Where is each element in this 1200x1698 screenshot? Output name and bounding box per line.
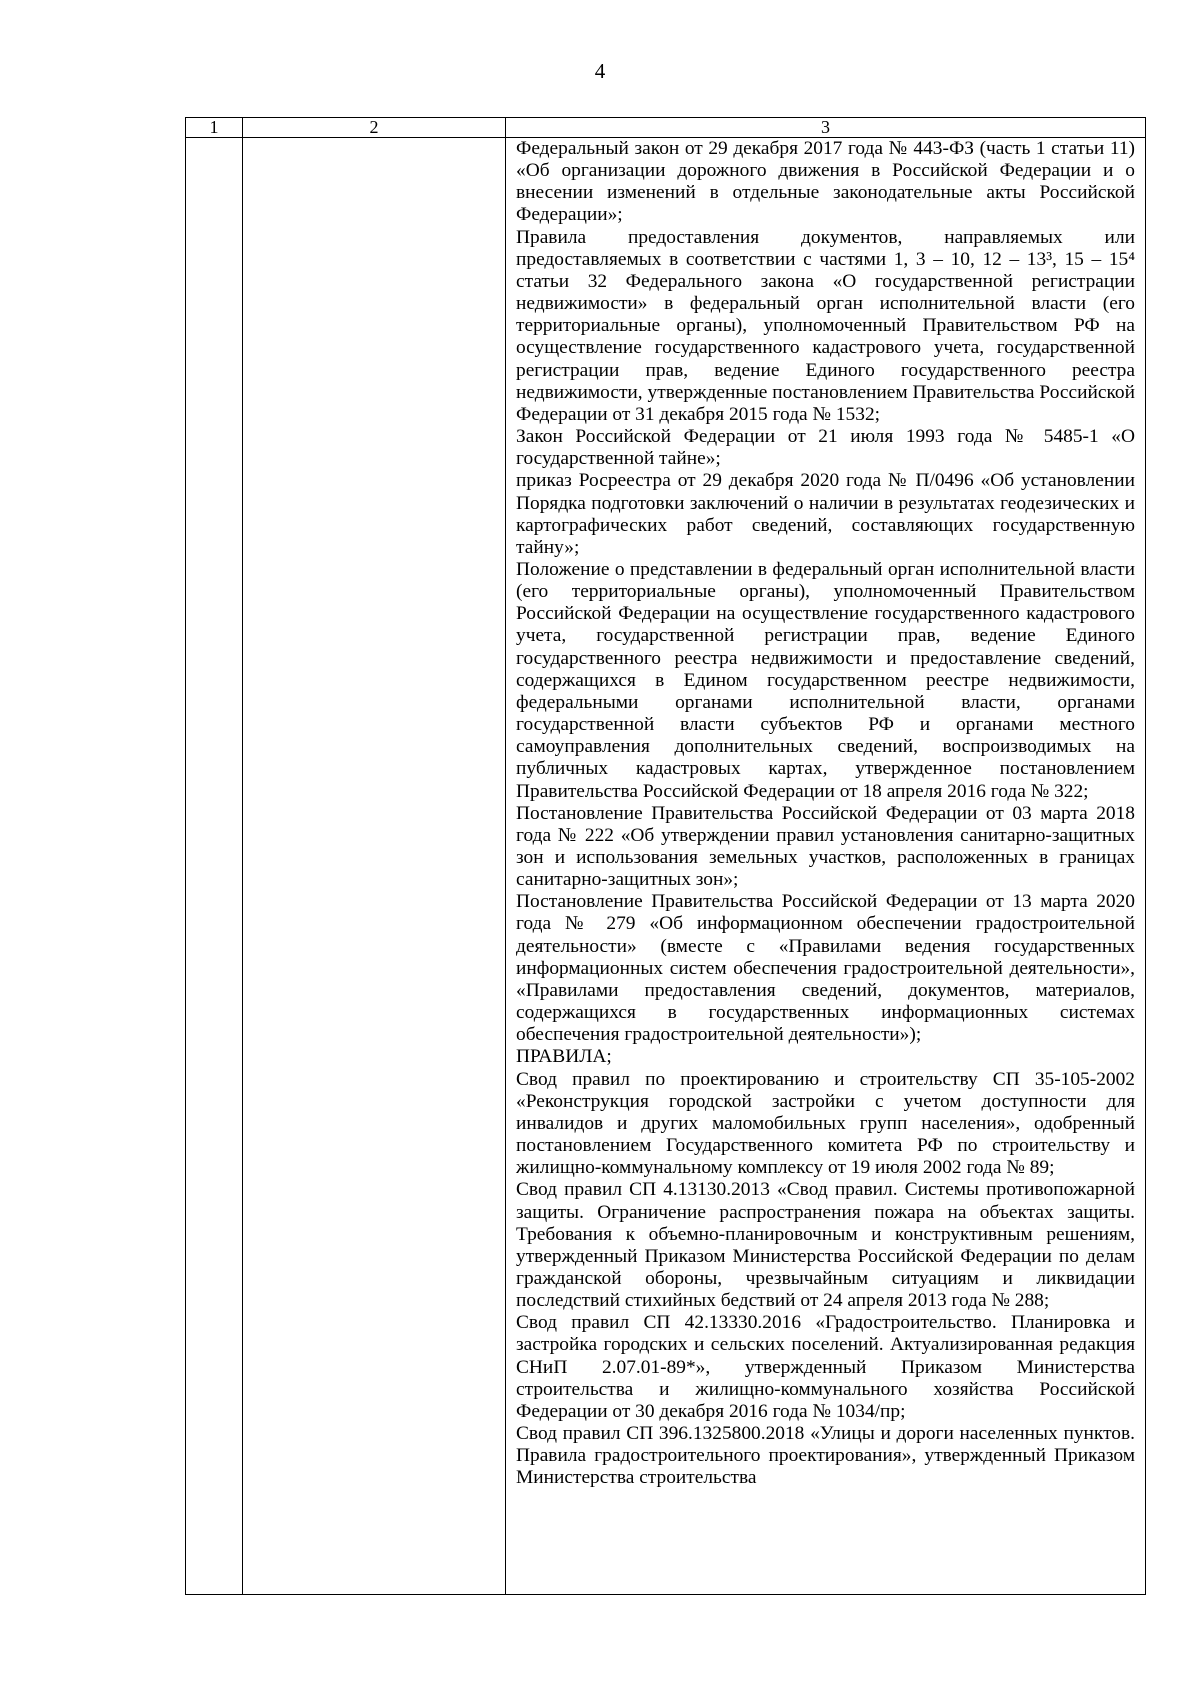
cell-column-2	[243, 138, 506, 1595]
paragraph-rules-documents: Правила предоставления документов, направляемых или предоставляемых в соответствии с частями 1, 3 – 10, 12 – 13³, 15 – 15⁴ статьи 32 Федерального закона «О государственной регистрации недвижимости» в федеральный орган исполнительной власти (его территориальные органы), уполномоченный Правительством РФ на осуществление государственного кадастрового учета, государственной регистрации прав, ведение Единого государственного реестра недвижимости, утвержденные постановлением Правительства Российской Федерации от 31 декабря 2015 года № 1532;	[516, 226, 1135, 425]
paragraph-sp-42-13330: Свод правил СП 42.13330.2016 «Градостроительство. Планировка и застройка городских и сельских поселений. Актуализированная редакция СНиП 2.07.01-89*», утвержденный Приказом Министерства строительства и жилищно-коммунального хозяйства Российской Федерации от 30 декабря 2016 года № 1034/пр;	[516, 1312, 1135, 1422]
paragraph-rosreestr-order: приказ Росреестра от 29 декабря 2020 года № П/0496 «Об установлении Порядка подготовки заключений о наличии в результатах геодезических и картографических работ сведений, составляющих государственную тайну»;	[516, 470, 1135, 558]
paragraph-resolution-279: Постановление Правительства Российской Федерации от 13 марта 2020 года № 279 «Об информационном обеспечении градостроительной деятельности» (вместе с «Правилами ведения государственных информационных систем обеспечения градостроительной деятельности», «Правилами предоставления сведений, документов, материалов, содержащихся в государственных информационных системах обеспечения градостроительной деятельности»);	[516, 891, 1135, 1046]
paragraph-regulation-322: Положение о представлении в федеральный орган исполнительной власти (его территориальные органы), уполномоченный Правительством Российской Федерации на осуществление государственного кадастрового учета, государственной регистрации прав, ведение Единого государственного реестра недвижимости и предоставление сведений, содержащихся в Едином государственном реестре недвижимости, федеральными органами исполнительной власти, органами государственной власти субъектов РФ и органами местного самоуправления дополнительных сведений, воспроизводимых на публичных кадастровых картах, утвержденное постановлением Правительства Российской Федерации от 18 апреля 2016 года № 322;	[516, 558, 1135, 802]
header-cell-2: 2	[243, 118, 506, 138]
header-cell-1: 1	[186, 118, 243, 138]
paragraph-rules-heading: ПРАВИЛА;	[516, 1046, 612, 1068]
paragraph-federal-law-443: Федеральный закон от 29 декабря 2017 года № 443-ФЗ (часть 1 статьи 11) «Об организации дорожного движения в Российской Федерации и о внесении изменений в отдельные законодательные акты Российской Федерации»;	[516, 138, 1135, 226]
header-cell-3: 3	[506, 118, 1146, 138]
cell-column-3	[506, 138, 1146, 1595]
page-number: 4	[594, 59, 606, 83]
table-header-row	[186, 118, 1146, 138]
paragraph-resolution-222: Постановление Правительства Российской Федерации от 03 марта 2018 года № 222 «Об утверждении правил установления санитарно-защитных зон и использования земельных участков, расположенных в границах санитарно-защитных зон»;	[516, 802, 1135, 891]
paragraph-state-secret-law: Закон Российской Федерации от 21 июля 1993 года № 5485-1 «О государственной тайне»;	[516, 426, 1135, 470]
paragraph-sp-396: Свод правил СП 396.1325800.2018 «Улицы и дороги населенных пунктов. Правила градостроительного проектирования», утвержденный Приказом Министерства строительства	[516, 1423, 1135, 1489]
paragraph-sp-4-13130: Свод правил СП 4.13130.2013 «Свод правил. Системы противопожарной защиты. Ограничение распространения пожара на объектах защиты. Требования к объемно-планировочным и конструктивным решениям, утвержденный Приказом Министерства Российской Федерации по делам гражданской обороны, чрезвычайным ситуациям и ликвидации последствий стихийных бедствий от 24 апреля 2013 года № 288;	[516, 1179, 1135, 1312]
table-row	[186, 138, 1146, 1595]
cell-column-1	[186, 138, 243, 1595]
paragraph-sp-35-105: Свод правил по проектированию и строительству СП 35-105-2002 «Реконструкция городской застройки с учетом доступности для инвалидов и других маломобильных групп населения», одобренный постановлением Государственного комитета РФ по строительству и жилищно-коммунальному комплексу от 19 июля 2002 года № 89;	[516, 1068, 1135, 1179]
regulations-table	[185, 117, 1146, 1595]
